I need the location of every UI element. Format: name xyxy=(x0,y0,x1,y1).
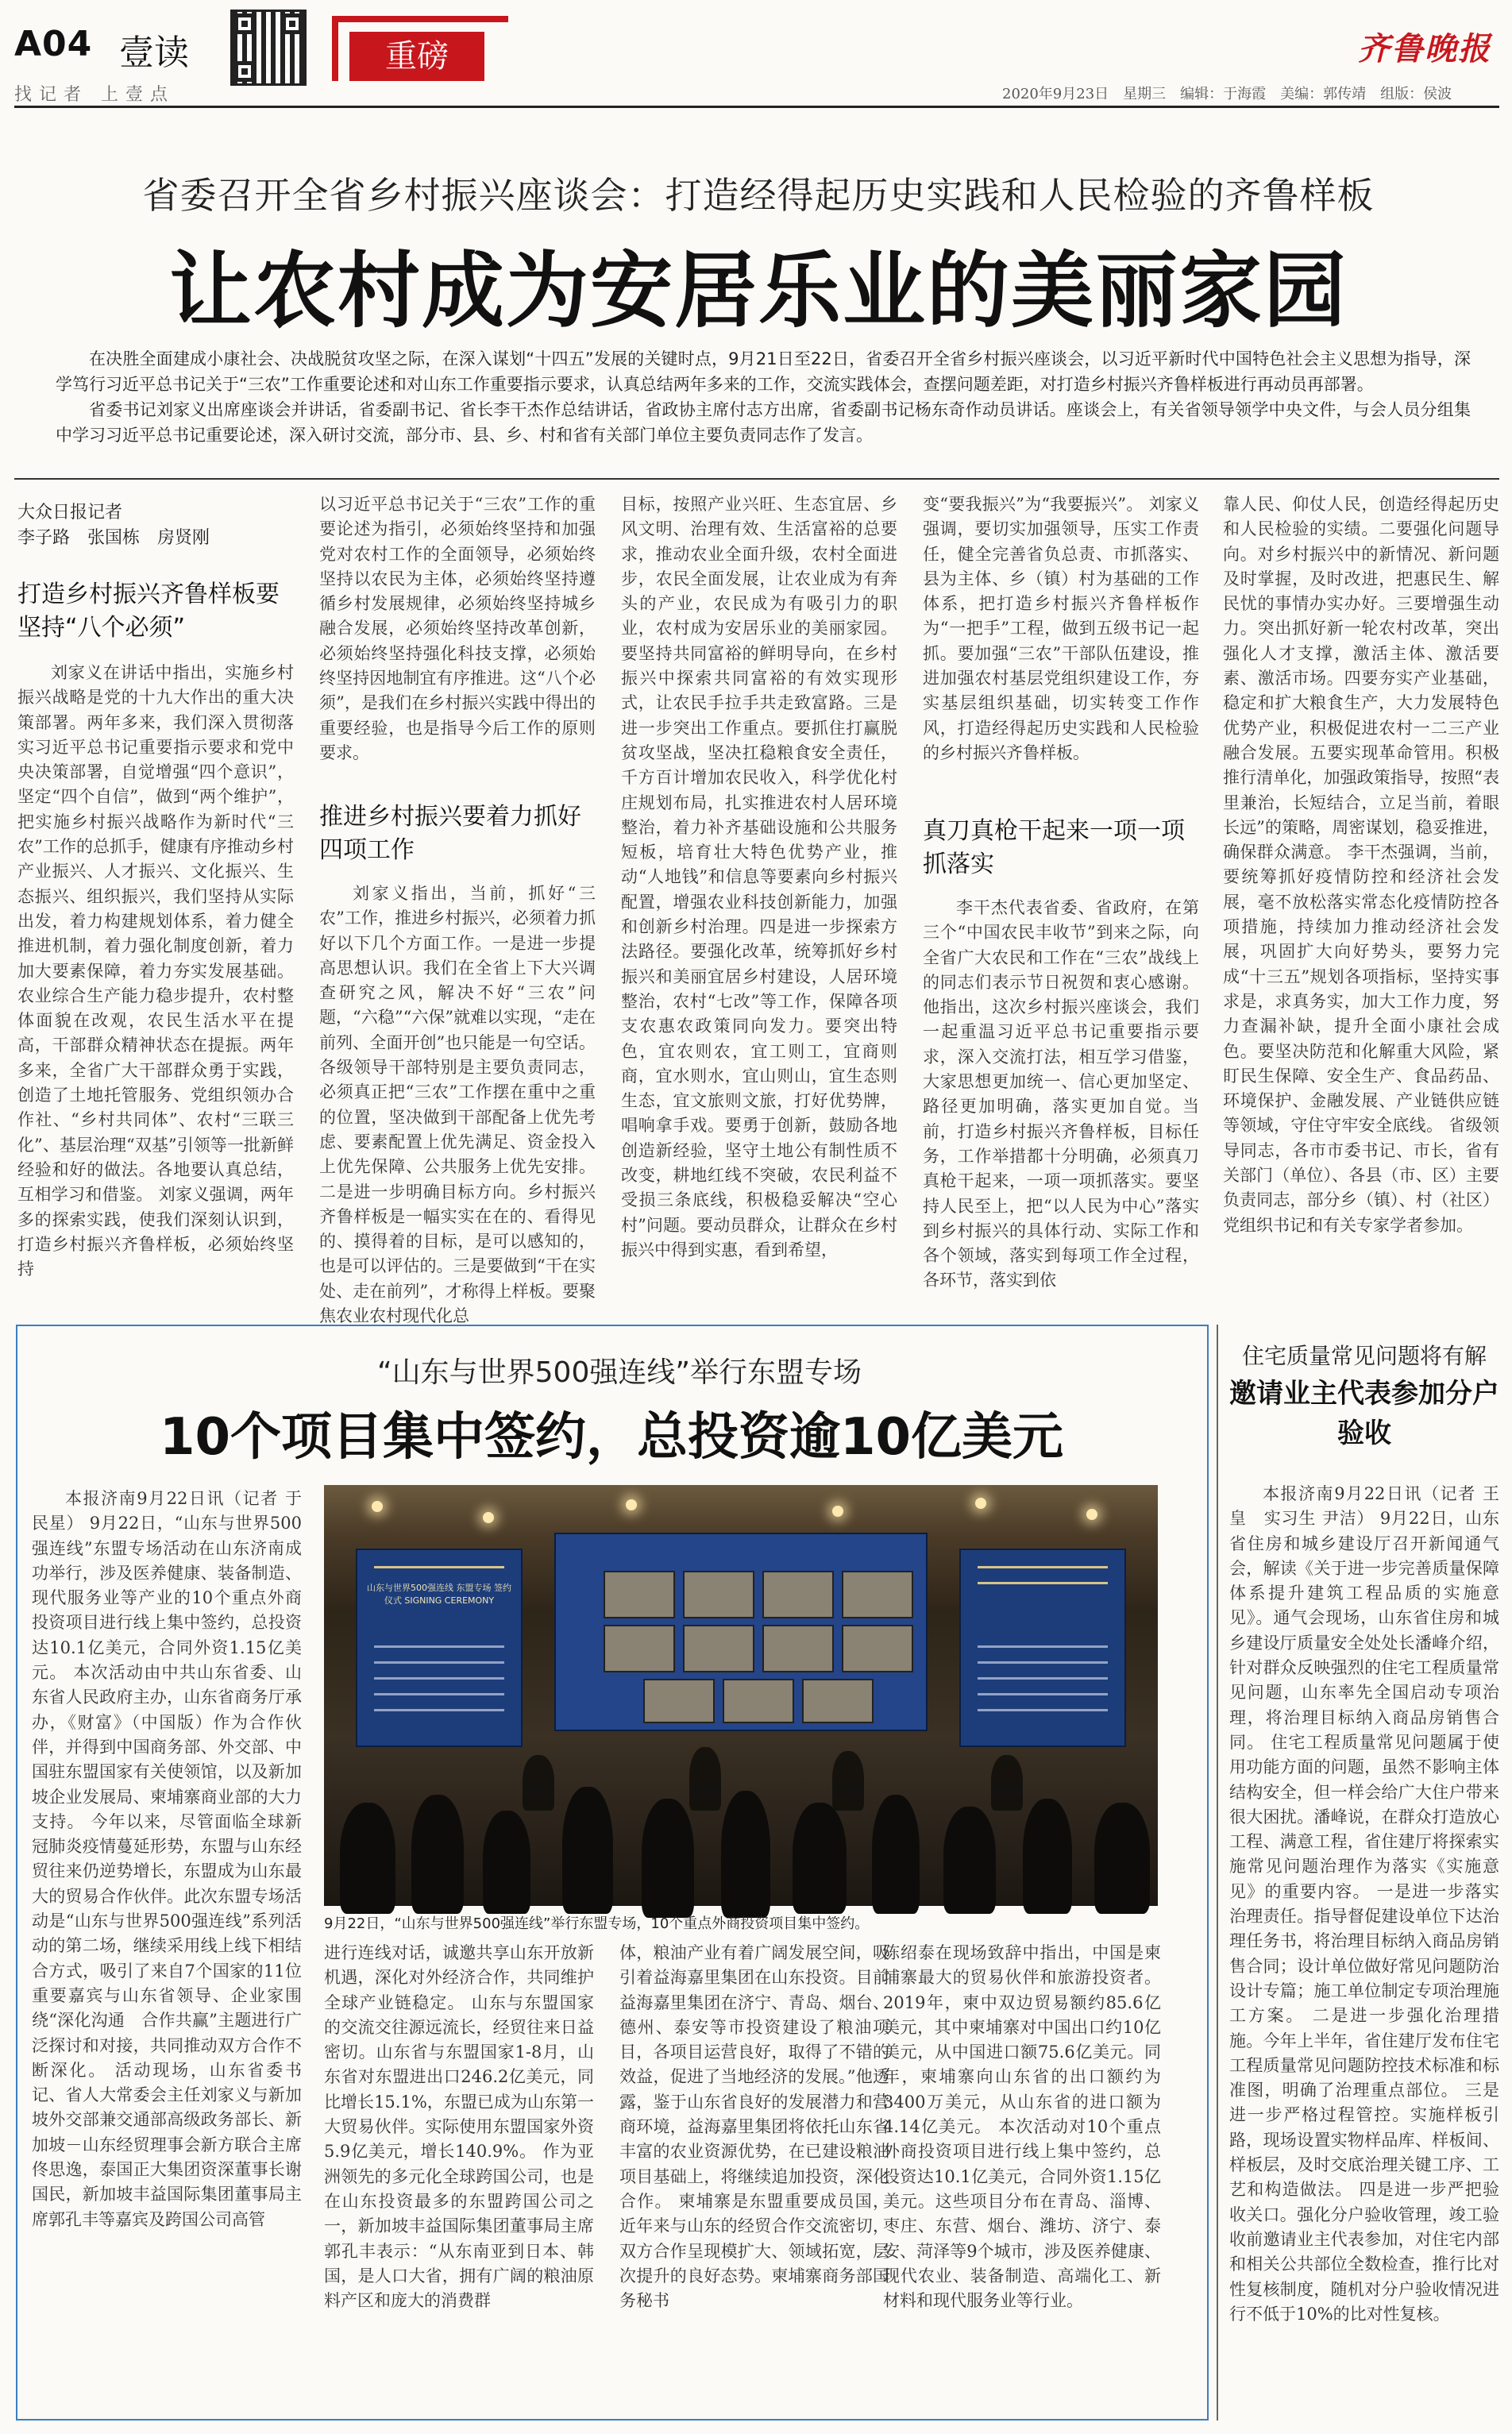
masthead-rule xyxy=(14,106,1499,108)
sidebar-column xyxy=(1229,1482,1499,2413)
sidebar-headline: 邀请业主代表参加分户验收 xyxy=(1229,1378,1499,1449)
qr-code-icon[interactable] xyxy=(230,10,307,86)
photo-caption: 9月22日，“山东与世界500强连线”举行东盟专场，10个重点外商投资项目集中签约。 xyxy=(324,1915,870,1932)
boxed-column-4 xyxy=(883,1941,1161,2413)
screen-caption: 山东与世界500强连线 东盟专场 签约仪式 SIGNING CEREMONY xyxy=(367,1583,511,1606)
lead-paragraph-1: 在决胜全面建成小康社会、决战脱贫攻坚之际，在深入谋划“十四五”发展的关键时点，9月21日至22日，省委召开全省乡村振兴座谈会，以习近平新时代中国特色社会主义思想为指导，深学笃行习近平总书记关于“三农”工作重要论述和对山东工作重要指示要求，认真总结两年多来的工作，交流实践体会，查摆问题差距，对打造乡村振兴齐鲁样板进行再动员再部署。 xyxy=(56,349,1471,394)
section-motto: 找记者 上壹点 xyxy=(14,85,175,105)
article-text: 李干杰代表省委、省政府，在第三个“中国农民丰收节”到来之际，向全省广大农民和工作在“三农”战线上的同志们表示节日祝贺和衷心感谢。他指出，这次乡村振兴座谈会，我们一起重温习近平总书记重要指示要求，深入交流打法，相互学习借鉴，大家思想更加统一、信心更加坚定、路径更加明确，落实更加自觉。当前，打造乡村振兴齐鲁样板，目标任务，工作举措都十分明确，必须真刀真枪干起来，一项一项抓落实。要坚持人民至上，把“以人民为中心”落实到乡村振兴的具体行动、实际工作和各个领域，落实到每项工作全过程，各环节，落实到依 xyxy=(923,898,1199,1290)
left-screen xyxy=(356,1549,523,1747)
article-column-5 xyxy=(1223,492,1499,1325)
boxed-story-headline: 10个项目集中签约，总投资逾10亿美元 xyxy=(159,1408,1064,1467)
lead-rule xyxy=(14,478,1499,480)
article-text: 本报济南9月22日讯（记者 于民星） 9月22日，“山东与世界500强连线”东盟专场活动在山东济南成功举行，涉及医养健康、装备制造、现代服务业等产业的10个重点外商投资项目进行线上集中签约，总投资达10.1亿美元，合同外资1.15亿美元。 本次活动由中共山东省委、山东省人民政府主办，山东省商务厅承办，《财富》（中国版）作为合作伙伴，并得到中国商务部、外交部、中国驻东盟国家有关使领馆，以及新加坡企业发展局、柬埔寨商业部的大力支持。 今年以来，尽管面临全球新冠肺炎疫情蔓延形势，东盟与山东经贸往来仍逆势增长，东盟成为山东最大的贸易合作伙伴。此次东盟专场活动是“山东与世界500强连线”系列活动的第二场，继续采用线上线下相结合方式，吸引了来自7个国家的11位重要嘉宾与山东省领导、企业家围绕“深化沟通 合作共赢”主题进行广泛探讨和对接，共同推动双方合作不断深化。 活动现场，山东省委书记、省人大常委会主任刘家义与新加坡外交部兼交通部高级政务部长、新加坡－山东经贸理事会新方联合主席佟思逸，泰国正大集团资深董事长谢国民，新加坡丰益国际集团董事局主席郭孔丰等嘉宾及跨国公司高管 xyxy=(32,1489,302,2229)
article-column-3 xyxy=(621,492,897,1325)
section-name: 壹读 xyxy=(119,33,189,73)
newspaper-logo: 齐鲁晚报 xyxy=(1358,30,1491,68)
article-column-4b xyxy=(923,896,1199,1325)
byline-org: 大众日报记者 xyxy=(17,503,123,523)
headline-kicker: 省委召开全省乡村振兴座谈会：打造经得起历史实践和人民检验的齐鲁样板 xyxy=(142,174,1375,217)
page-number: A04 xyxy=(14,24,93,64)
main-headline: 让农村成为安居乐业的美丽家园 xyxy=(168,242,1348,339)
article-text: 以习近平总书记关于“三农”工作的重要论述为指引，必须始终坚持和加强党对农村工作的全面领导，必须始终坚持以农民为主体，必须始终坚持遵循乡村发展规律，必须始终坚持城乡融合发展，必须始终坚持改革创新，必须始终坚持强化科技支撑，必须始终坚持因地制宜有序推进。这“八个必须”，是我们在乡村振兴实践中得出的重要经验，也是指导今后工作的原则要求。 xyxy=(319,495,596,762)
article-text: 目标，按照产业兴旺、生态宜居、乡风文明、治理有效、生活富裕的总要求，推动农业全面升级，农村全面进步，农民全面发展，让农业成为有奔头的产业，农民成为有吸引力的职业，农村成为安居乐业的美丽家园。要坚持共同富裕的鲜明导向，在乡村振兴中探索共同富裕的有效实现形式，让农民手拉手共走致富路。三是进一步突出工作重点。要抓住打赢脱贫攻坚战，坚决扛稳粮食安全责任，千方百计增加农民收入，科学优化村庄规划布局，扎实推进农村人居环境整治，着力补齐基础设施和公共服务短板，培育壮大特色优势产业，推动“人地钱”和信息等要素向乡村振兴配置，增强农业科技创新能力，加强和创新乡村治理。四是进一步探索方法路径。要强化改革，统筹抓好乡村振兴和美丽宜居乡村建设，人居环境整治，农村“七改”等工作，保障各项支农惠农政策同向发力。要突出特色，宜农则农，宜工则工，宜商则商，宜水则水，宜山则山，宜生态则生态，宜文旅则文旅，打好优势牌，唱响拿手戏。要勇于创新，鼓励各地创造新经验，坚守土地公有制性质不改变，耕地红线不突破，农民利益不受损三条底线，积极稳妥解决“空心村”问题。要动员群众，让群众在乡村振兴中得到实惠，看到希望， xyxy=(621,495,897,1259)
byline xyxy=(17,500,303,551)
boxed-story-kicker: “山东与世界500强连线”举行东盟专场 xyxy=(376,1356,862,1389)
sidebar-kicker: 住宅质量常见问题将有解 xyxy=(1241,1343,1487,1369)
article-text: 本报济南9月22日讯（记者 王皇 实习生 尹洁） 9月22日，山东省住房和城乡建设厅召开新闻通气会，解读《关于进一步完善质量保障体系提升建筑工程品质的实施意见》。通气会现场，山东省住房和城乡建设厅质量安全处处长潘峰介绍，针对群众反映强烈的住宅工程质量常见问题，山东率先全国启动专项治理，将治理目标纳入商品房销售合同。 住宅工程质量常见问题属于使用功能方面的问题，虽然不影响主体结构安全，但一样会给广大住户带来很大困扰。潘峰说，在群众打造放心工程、满意工程，省住建厅将探索实施常见问题治理作为落实《实施意见》的重要内容。 一是进一步落实治理责任。指导督促建设单位下达治理任务书，将治理目标纳入商品房销售合同；设计单位做好常见问题防治设计专篇；施工单位制定专项治理施工方案。 二是进一步强化治理措施。今年上半年，省住建厅发布住宅工程质量常见问题防控技术标准和标准图，明确了治理重点部位。 三是进一步严格过程管控。实施样板引路，现场设置实物样品库、样板间、样板层，及时交底治理关键工序、工艺和构造做法。 四是进一步严把验收关口。强化分户验收管理，竣工验收前邀请业主代表参加，对住宅内部和相关公共部位全数检查，推行比对性复核制度，随机对分户验收情况进行不低于10%的比对性复核。 xyxy=(1229,1484,1499,2324)
issue-meta: 2020年9月23日 星期三 编辑：于海霞 美编：郭传靖 组版：侯波 xyxy=(1002,86,1452,102)
article-text: 进行连线对话，诚邀共享山东开放新机遇，深化对外经济合作，共同维护全球产业链稳定。 山东与东盟国家的交流交往源远流长，经贸往来日益密切。山东省与东盟国家1-8月，山东省对东盟进出口246.2亿美元，同比增长15.1%，东盟已成为山东第一大贸易伙伴。实际使用东盟国家外资5.9亿美元，增长140.9%。 作为亚洲领先的多元化全球跨国公司，也是在山东投资最多的东盟跨国公司之一，新加坡丰益国际集团董事局主席郭孔丰表示：“从东南亚到日本、韩国，是人口大省，拥有广阔的粮油原料产区和庞大的消费群 xyxy=(324,1943,594,2311)
lead-paragraph-2: 省委书记刘家义出席座谈会并讲话，省委副书记、省长李干杰作总结讲话，省政协主席付志方出席，省委副书记杨东奇作动员讲话。座谈会上，有关省领导领学中央文件，与会人员分组集中学习习近平总书记重要论述，深入研讨交流，部分市、县、乡、村和省有关部门单位主要负责同志作了发言。 xyxy=(56,400,1471,445)
subhead-implement: 真刀真枪干起来一项一项抓落实 xyxy=(923,817,1185,878)
article-text: 靠人民、仰仗人民，创造经得起历史和人民检验的实绩。二要强化问题导向。对乡村振兴中的新情况、新问题及时掌握，及时改进，把惠民生、解民忧的事情办实办好。三要增强生动力。突出抓好新一轮农村改革，突出强化人才支撑，激活主体、激活要素、激活市场。四要夯实产业基础，稳定和扩大粮食生产，大力发展特色优势产业，积极促进农村一二三产业融合发展。五要实现革命管用。积极推行清单化，加强政策指导，按照“表里兼治，长短结合，立足当前，着眼长远”的策略，周密谋划，稳妥推进，确保群众满意。 李干杰强调，当前，要统筹抓好疫情防控和经济社会发展，毫不放松落实常态化疫情防控各项措施，持续加力推动经济社会发展，巩固扩大向好势头，要努力完成“十三五”规划各项指标，坚持实事求是，求真务实，加大工作力度，努力查漏补缺，提升全面小康社会成色。要坚决防范和化解重大风险，紧盯民生保障、安全生产、食品药品、环境保护、金融发展、产业链供应链等领域，守住守牢安全底线。 省级领导同志，各市市委书记、市长，省有关部门（单位）、各县（市、区）主要负责同志，部分乡（镇）、村（社区）党组织书记和有关专家学者参加。 xyxy=(1223,495,1499,1235)
boxed-column-3 xyxy=(619,1941,889,2413)
lead-paragraphs xyxy=(56,346,1471,448)
column-tag: 重磅 xyxy=(349,32,484,81)
article-text: 刘家义指出，当前，抓好“三农”工作，推进乡村振兴，必须着力抓好以下几个方面工作。一是进一步提高思想认识。我们在全省上下大兴调查研究之风，解决不好“三农”问题，“六稳”“六保”就难以实现，“走在前列、全面开创”也只能是一句空话。各级领导干部特别是主要负责同志，必须真正把“三农”工作摆在重中之重的位置，坚决做到干部配备上优先考虑、要素配置上优先满足、资金投入上优先保障、公共服务上优先安排。二是进一步明确目标方向。乡村振兴齐鲁样板是一幅实实在在的、看得见的、摸得着的目标，是可以感知的，也是可以评估的。三是要做到“干在实处、走在前列”，才称得上样板。要聚焦农业农村现代化总 xyxy=(319,884,596,1326)
subhead-four-tasks: 推进乡村振兴要着力抓好四项工作 xyxy=(319,803,581,864)
subhead-eight-musts: 打造乡村振兴齐鲁样板要坚持“八个必须” xyxy=(17,581,280,642)
byline-names: 李子路 张国栋 房贤刚 xyxy=(17,528,210,548)
news-photo[interactable] xyxy=(324,1485,1158,1906)
article-text: 陈绍泰在现场致辞中指出，中国是柬埔寨最大的贸易伙伴和旅游投资者。2019年，柬中双边贸易额约85.6亿美元，其中柬埔寨对中国出口约10亿美元，从中国进口额75.6亿美元。同年，柬埔寨向山东省的出口额约为3400万美元，从山东省的进口额为4.14亿美元。 本次活动对10个重点外商投资项目进行线上集中签约，总投资达10.1亿美元，合同外资1.15亿美元。这些项目分布在青岛、淄博、枣庄、东营、烟台、潍坊、济宁、泰安、菏泽等9个城市，涉及医养健康、现代农业、装备制造、高端化工、新材料和现代服务业等行业。 xyxy=(883,1943,1161,2311)
article-column-2b xyxy=(319,881,596,1325)
right-screen xyxy=(959,1549,1126,1747)
center-video-wall xyxy=(554,1533,928,1731)
article-column-1 xyxy=(17,661,294,1325)
article-text: 刘家义在讲话中指出，实施乡村振兴战略是党的十九大作出的重大决策部署。两年多来，我们深入贯彻落实习近平总书记重要指示要求和党中央决策部署，自觉增强“四个意识”，坚定“四个自信”，做到“两个维护”，把实施乡村振兴战略作为新时代“三农”工作的总抓手，健康有序推动乡村产业振兴、人才振兴、文化振兴、生态振兴、组织振兴，我们坚持从实际出发，着力构建规划体系，着力健全推进机制，着力强化制度创新，着力加大要素保障，着力夯实发展基础。农业综合生产能力稳步提升，农村整体面貌在改观，农民生活水平在提高，干部群众精神状态在提振。两年多来，全省广大干部群众勇于实践，创造了土地托管服务、党组织领办合作社、“乡村共同体”、农村“三联三化”、基层治理“双基”引领等一批新鲜经验和好的做法。各地要认真总结，互相学习和借鉴。 刘家义强调，两年多的探索实践，使我们深刻认识到，打造乡村振兴齐鲁样板，必须始终坚持 xyxy=(17,663,294,1279)
article-column-4 xyxy=(923,492,1199,762)
article-column-2 xyxy=(319,492,596,802)
article-text: 体，粮油产业有着广阔发展空间，吸引着益海嘉里集团在山东投资。目前益海嘉里集团在济宁、青岛、烟台、德州、泰安等市投资建设了粮油项目，各项目运营良好，取得了不错的效益，促进了当地经济的发展。”他透露，鉴于山东省良好的发展潜力和营商环境，益海嘉里集团将依托山东省丰富的农业资源优势，在已建设粮油项目基础上，将继续追加投资，深化合作。 柬埔寨是东盟重要成员国，近年来与山东的经贸合作交流密切，双方合作呈现模扩大、领域拓宽，层次提升的良好态势。柬埔寨商务部国务秘书 xyxy=(619,1943,889,2311)
boxed-column-2 xyxy=(324,1941,594,2413)
boxed-column-1 xyxy=(32,1487,302,2413)
article-text: 变“要我振兴”为“我要振兴”。 刘家义强调，要切实加强领导，压实工作责任，健全完善省负总责、市抓落实、县为主体、乡（镇）村为基础的工作体系，把打造乡村振兴齐鲁样板作为“一把手”工程，做到五级书记一起抓。要加强“三农”干部队伍建设，推进加强农村基层党组织建设工作，夯实基层组织基础，切实转变工作作风，打造经得起历史实践和人民检验的乡村振兴齐鲁样板。 xyxy=(923,495,1199,762)
sidebar-divider xyxy=(1217,1325,1218,2420)
